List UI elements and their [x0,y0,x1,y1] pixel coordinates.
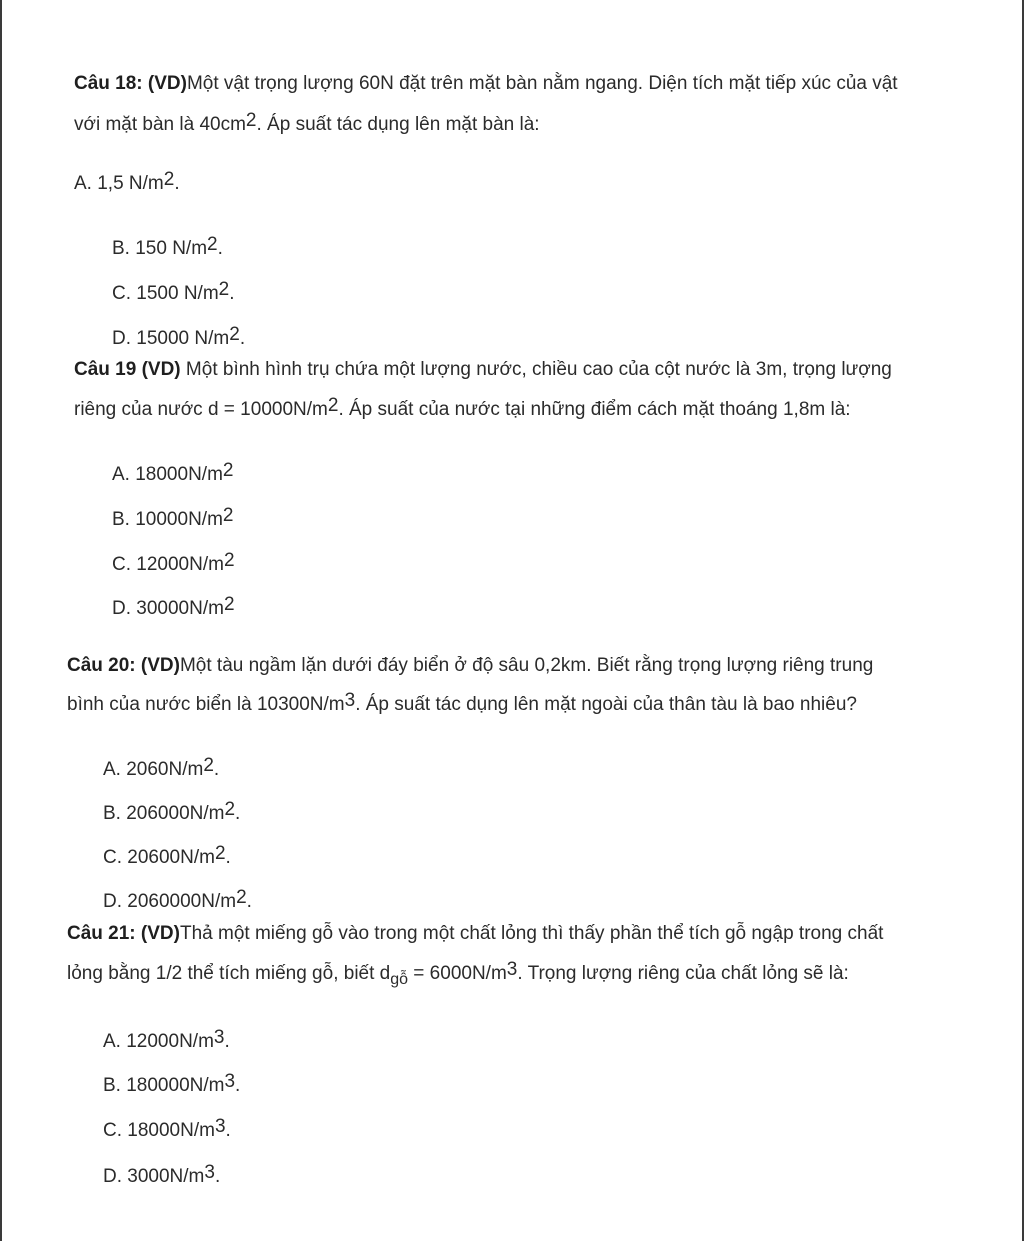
q21-option-a[interactable]: A. $12000N/m^3$. [103,1027,230,1052]
q19-option-c[interactable]: C. $12000N/m^2$ [112,550,235,575]
q20-option-c[interactable]: C. $20600N/m^2$. [103,843,231,868]
q18-label: Câu 18: (VD) [74,73,187,94]
q21-label: Câu 21: (VD) [67,923,180,944]
q18-option-d[interactable]: D. 15000 $N/m^2$. [112,324,246,349]
q18-line1: Câu 18: (VD)Một vật trọng lượng 60N đặt trên mặt bàn nằm ngang. Diện tích mặt tiếp xúc của vật [74,73,898,94]
q19-line1: Câu 19 (VD) Một bình hình trụ chứa một lượng nước, chiều cao của cột nước là 3m, trọng lượng [74,359,892,380]
q19-label: Câu 19 (VD) [74,359,181,380]
q20-option-b[interactable]: B. $206000N/m^2$. [103,799,241,824]
q20-option-d[interactable]: D. $2060000N/m^2$. [103,887,252,912]
q19-option-b[interactable]: B. $10000N/m^2$ [112,505,234,530]
q18-line2: với mặt bàn là $40cm^2$. Áp suất tác dụng lên mặt bàn là: [74,110,540,135]
q20-label: Câu 20: (VD) [67,655,180,676]
q19-option-d[interactable]: D. $30000N/m^2$ [112,594,235,619]
q21-line1: Câu 21: (VD)Thả một miếng gỗ vào trong một chất lỏng thì thấy phần thể tích gỗ ngập trong chất [67,923,884,944]
q21-option-d[interactable]: D. $3000N/m^3$. [103,1162,221,1187]
q18-option-b[interactable]: B. 150 $N/m^2$. [112,234,223,259]
q20-line2: bình của nước biển là $10300N/m^3$. Áp suất tác dụng lên mặt ngoài của thân tàu là bao nhiêu? [67,690,857,715]
q20-option-a[interactable]: A. $2060N/m^2$. [103,755,220,780]
q19-line2: riêng của nước $d = 10000N/m^2$. Áp suất của nước tại những điểm cách mặt thoáng 1,8m là: [74,395,851,420]
q21-option-b[interactable]: B. $180000N/m^3$. [103,1071,241,1096]
q18-option-a[interactable]: A. 1,5 $N/m^2$. [74,169,180,194]
q21-line2: lỏng bằng 1/2 thể tích miếng gỗ, biết $d_{gỗ} = 6000N/m^3$. Trọng lượng riêng của chất lỏng sẽ là: [67,959,849,988]
q20-line1: Câu 20: (VD)Một tàu ngầm lặn dưới đáy biển ở độ sâu 0,2km. Biết rằng trọng lượng riêng trung [67,655,874,676]
q18-option-c[interactable]: C. 1500 $N/m^2$. [112,279,235,304]
q21-option-c[interactable]: C. $18000N/m^3$. [103,1116,231,1141]
q19-option-a[interactable]: A. $18000N/m^2$ [112,460,234,485]
